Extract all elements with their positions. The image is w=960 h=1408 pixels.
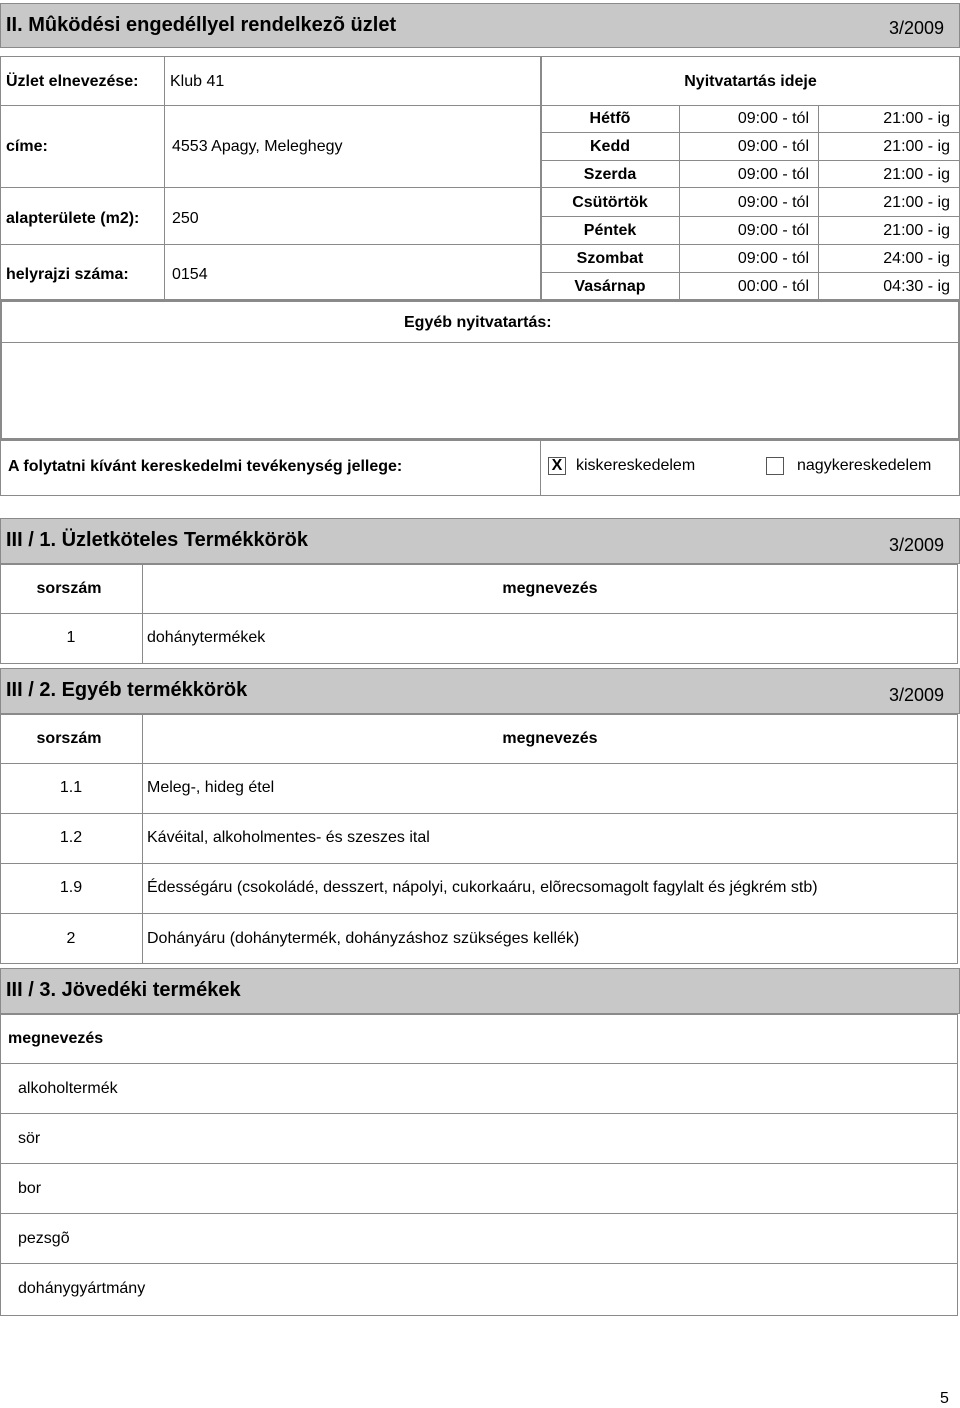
other-hours-label: Egyéb nyitvatartás: <box>404 314 552 331</box>
section-iii-1-title: III / 1. Üzletköteles Termékkörök <box>6 529 308 551</box>
section-ii-title: II. Mûködési engedéllyel rendelkezõ üzlet <box>6 14 397 36</box>
excise-products-table <box>0 1014 958 1316</box>
hours-from: 09:00 - tól <box>737 138 809 155</box>
area-label: alapterülete (m2): <box>6 210 140 227</box>
hours-day: Szombat <box>576 250 644 267</box>
area-value: 250 <box>172 210 199 227</box>
hours-to: 21:00 - ig <box>883 110 950 127</box>
hours-from: 09:00 - tól <box>737 222 809 239</box>
list-item: dohánygyártmány <box>18 1280 146 1297</box>
list-item: alkoholtermék <box>18 1080 118 1097</box>
retail-checkbox[interactable]: X <box>548 457 566 475</box>
section-ii-number: 3/2009 <box>888 18 944 38</box>
retail-label: kiskereskedelem <box>576 457 696 474</box>
licensed-products-table <box>0 564 958 664</box>
hours-from: 09:00 - tól <box>737 166 809 183</box>
column-header-name: megnevezés <box>502 580 598 597</box>
hours-to: 24:00 - ig <box>883 250 950 267</box>
section-iii-1-number: 3/2009 <box>888 535 944 555</box>
hours-to: 21:00 - ig <box>883 222 950 239</box>
table-row-name: Dohányáru (dohánytermék, dohányzáshoz szükséges kellék) <box>147 930 580 947</box>
hours-to: 04:30 - ig <box>883 278 950 295</box>
lot-number-label: helyrajzi száma: <box>6 266 129 283</box>
wholesale-label: nagykereskedelem <box>797 457 932 474</box>
list-item: sör <box>18 1130 41 1147</box>
page-number: 5 <box>940 1390 949 1407</box>
table-row-number: 1 <box>66 629 76 646</box>
column-header-number: sorszám <box>36 580 102 597</box>
column-header-name: megnevezés <box>502 730 598 747</box>
table-row-number: 1.9 <box>59 879 83 896</box>
table-row-name: Kávéital, alkoholmentes- és szeszes ital <box>147 829 430 846</box>
table-row-number: 1.1 <box>59 779 83 796</box>
column-header-name: megnevezés <box>8 1030 104 1047</box>
column-header-number: sorszám <box>36 730 102 747</box>
shop-info-table <box>0 56 541 300</box>
hours-from: 09:00 - tól <box>737 250 809 267</box>
table-row-name: Édességáru (csokoládé, desszert, nápolyi, cukorkaáru, elõrecsomagolt fagylalt és jégkrém stb) <box>147 879 818 896</box>
section-iii-2-title: III / 2. Egyéb termékkörök <box>6 679 248 701</box>
wholesale-checkbox[interactable] <box>766 457 784 475</box>
hours-day: Csütörtök <box>572 194 648 211</box>
table-row-name: dohánytermékek <box>147 629 266 646</box>
lot-number-value: 0154 <box>172 266 208 283</box>
opening-hours-header: Nyitvatartás ideje <box>684 73 817 90</box>
other-products-table <box>0 714 958 964</box>
table-row-number: 1.2 <box>59 829 83 846</box>
shop-name-label: Üzlet elnevezése: <box>6 73 139 90</box>
hours-from: 09:00 - tól <box>737 110 809 127</box>
address-label: címe: <box>6 138 48 155</box>
shop-name-value: Klub 41 <box>170 73 225 90</box>
hours-from: 09:00 - tól <box>737 194 809 211</box>
hours-to: 21:00 - ig <box>883 166 950 183</box>
table-row-name: Meleg-, hideg étel <box>147 779 275 796</box>
hours-day: Kedd <box>590 138 630 155</box>
hours-day: Szerda <box>583 166 637 183</box>
address-value: 4553 Apagy, Meleghegy <box>172 138 343 155</box>
list-item: pezsgõ <box>18 1230 70 1247</box>
activity-label: A folytatni kívánt kereskedelmi tevékenység jellege: <box>8 458 403 475</box>
list-item: bor <box>18 1180 42 1197</box>
section-iii-2-number: 3/2009 <box>888 685 944 705</box>
table-row-number: 2 <box>66 930 76 947</box>
hours-from: 00:00 - tól <box>737 278 809 295</box>
hours-to: 21:00 - ig <box>883 138 950 155</box>
hours-day: Péntek <box>583 222 637 239</box>
section-iii-3-title: III / 3. Jövedéki termékek <box>6 979 241 1001</box>
hours-to: 21:00 - ig <box>883 194 950 211</box>
hours-day: Vasárnap <box>574 278 646 295</box>
hours-day: Hétfõ <box>589 110 631 127</box>
